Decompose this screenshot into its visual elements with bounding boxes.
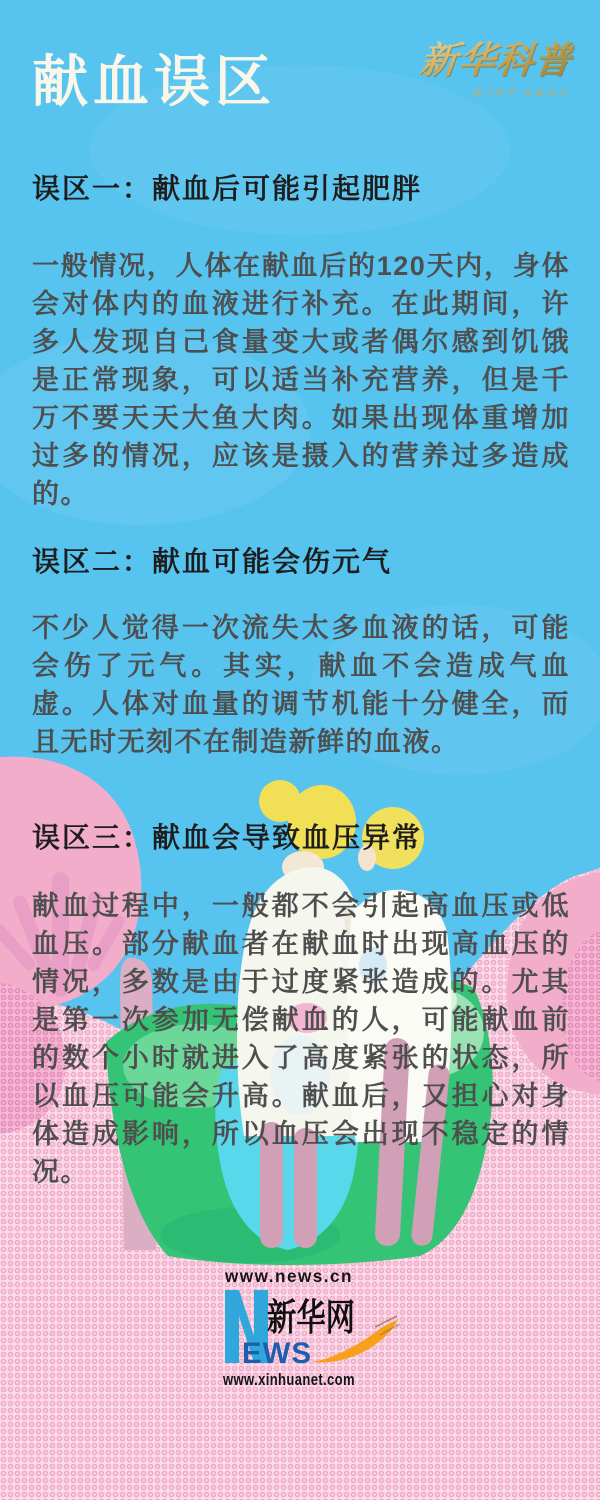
logo-ews-text: EWS	[242, 1337, 312, 1370]
page-title: 献血误区	[32, 50, 276, 113]
logo-cn-text: 新华网	[267, 1297, 378, 1338]
footer-url-xinhuanet: www.xinhuanet.com	[222, 1370, 355, 1389]
brand-tagline: 魅力科学 权威表达	[471, 88, 570, 98]
section-1-heading: 误区一：献血后可能引起肥胖	[32, 173, 423, 204]
section-2-body: 不少人觉得一次流失太多血液的话，可能会伤了元气。其实，献血不会造成气血虚。人体对血量的调节机能十分健全，而且无时无刻不在制造新鲜的血液。	[32, 613, 570, 757]
section-3-heading: 误区三：献血会导致血压异常	[32, 822, 423, 853]
brand-logo-text: 新华科普	[418, 30, 576, 84]
footer-url-news: www.news.cn	[224, 1266, 353, 1286]
section-1-body: 一般情况，人体在献血后的120天内，身体会对体内的血液进行补充。在此期间，许多人发现自己食量变大或者偶尔感到饥饿是正常现象，可以适当补充营养，但是千万不要天天大鱼大肉。如果出现体重增加过多的情况，应该是摄入的营养过多造成的。	[32, 251, 570, 509]
section-2-heading: 误区二：献血可能会伤元气	[32, 546, 393, 577]
xinhuanet-logo	[205, 1264, 405, 1396]
brand-logo	[416, 30, 575, 99]
section-3-body: 献血过程中，一般都不会引起高血压或低血压。部分献血者在献血时出现高血压的情况，多数是由于过度紧张造成的。尤其是第一次参加无偿献血的人，可能献血前的数个小时就进入了高度紧张的状态，所以血压可能会升高。献血后，又担心对身体造成影响，所以血压会出现不稳定的情况。	[32, 891, 570, 1187]
